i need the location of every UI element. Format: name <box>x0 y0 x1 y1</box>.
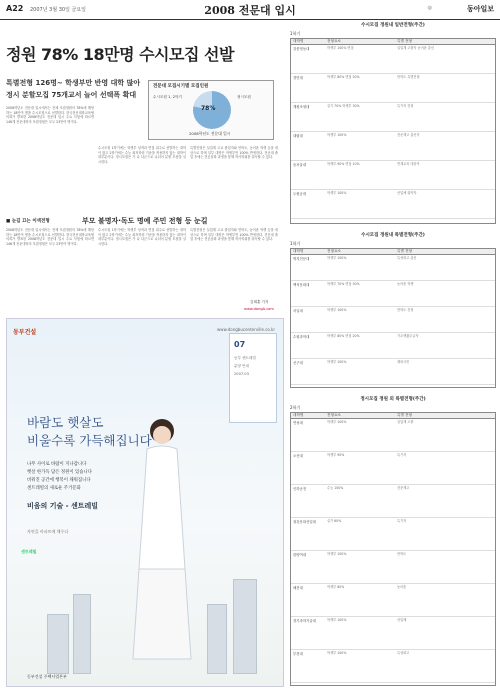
table-row <box>291 255 495 281</box>
selection-method: 실기 70% 학생부 30% <box>327 104 360 108</box>
website-link[interactable]: www.dongA.com <box>244 307 274 311</box>
special-admission: 산업체 위탁자 <box>397 191 417 195</box>
school-name: 오산대 <box>293 454 303 458</box>
table-2 <box>290 248 496 388</box>
school-name: 부천대 <box>293 652 303 656</box>
table-2-col-special: 특별 전형 <box>397 249 413 253</box>
special-admission: 연계교육 대상자 <box>397 162 420 166</box>
school-name: 인하공전 <box>293 487 307 491</box>
ad-tagline: 비움의 기술 - 센트레빌 <box>27 502 99 510</box>
ad-panel-line-2: 분양 안내 <box>234 364 250 368</box>
selection-method: 학생부 90% <box>327 453 345 457</box>
special-admission: 특기자 전형 <box>397 104 414 108</box>
building-icon <box>73 594 91 674</box>
table-2-group: 1학기 <box>290 241 301 246</box>
school-name: 대림대 <box>293 134 303 138</box>
ad-subtext: 자연을 아파트에 채우다 <box>27 529 69 534</box>
table-2-col-name: 대학명 <box>293 249 304 253</box>
secondary-headline: 부모 불명자·독도 명예 주민 전형 등 눈길 <box>82 217 208 225</box>
table-1 <box>290 38 496 224</box>
special-admission: 재외국민 <box>397 360 410 364</box>
special-admission: 전문계고 출신자 <box>397 133 420 137</box>
ad-brand-logo: 동부건설 <box>13 329 37 336</box>
building-icon <box>207 604 227 674</box>
school-name: 경기과학기술대 <box>293 619 316 623</box>
school-name: 연성대 <box>293 421 303 425</box>
table-row <box>291 485 495 518</box>
table-1-title: 수시모집 정원내 일반전형(주간) <box>361 23 425 28</box>
ad-slogan-line-1: 바람도 햇살도 <box>27 415 104 430</box>
selection-method: 학생부 100% <box>327 133 347 137</box>
article-body-column-2: 수시모집 1학기에는 학생부 성적과 면접 위주로 선발하는 대학이 많고 2학기에는 수능 최저학력 기준을 적용하지 않는 대학이 대부분이다. 정시모집은 가 나 다군으로 나뉘어 분할 모집을 실시한다. <box>98 146 186 164</box>
selection-method: 학생부 100% <box>327 420 347 424</box>
section-title: 2008 전문대 입시 <box>204 4 296 17</box>
selection-method: 수능 100% <box>327 486 344 490</box>
chart-legend-item-2: 정시모집 <box>237 95 251 99</box>
ad-panel-line-1: 동부 센트레빌 <box>234 356 256 360</box>
selection-method: 학생부 70% 면접 30% <box>327 282 360 286</box>
table-row <box>291 617 495 650</box>
special-admission: 농어촌 학생 <box>397 282 414 286</box>
selection-method: 학생부 100% <box>327 308 347 312</box>
special-admission: 특성화고 <box>397 651 410 655</box>
table-3-col-method: 전형요소 <box>327 413 341 417</box>
ad-bullet-3: 비워진 공간에 행복이 채워집니다 <box>27 478 91 483</box>
selection-method: 실기 60% <box>327 519 342 523</box>
table-1-col-method: 전형요소 <box>327 39 341 43</box>
table-2-col-method: 전형요소 <box>327 249 341 253</box>
table-row <box>291 103 495 132</box>
special-admission: 농어촌 <box>397 585 407 589</box>
special-admission: 특기자 <box>397 453 407 457</box>
ad-website: www.dongbucenterville.co.kr <box>217 327 275 332</box>
special-admission: 만학도 전형 <box>397 308 414 312</box>
school-name: 수원과학대 <box>293 335 310 339</box>
building-icon <box>47 614 69 674</box>
table-row <box>291 359 495 385</box>
selection-method: 학생부 100% <box>327 618 347 622</box>
article-body-column-1: 2008학년도 전문대 입시에서는 전체 모집정원의 78%에 해당하는 18만여 명을 수시모집으로 선발한다. 한국전문대학교육협의회가 발표한 2008학년도 전문대 입시 주요 사항에 따르면 146개 전문대학의 모집정원은 모두 23만여 명이다. <box>6 106 94 124</box>
building-icon <box>233 579 257 674</box>
ad-bullet-2: 햇살 한가득 담은 정원이 있습니다 <box>27 470 92 475</box>
ad-info-panel <box>229 333 277 423</box>
table-row <box>291 333 495 359</box>
table-1-col-special: 특별 전형 <box>397 39 413 43</box>
table-2-title: 수시모집 정원내 특별전형(주간) <box>361 233 425 238</box>
ad-panel-line-3: 2007.03 <box>234 372 249 376</box>
school-name: 서일대 <box>293 309 303 313</box>
selection-method: 학생부 80% <box>327 585 345 589</box>
special-admission: 만학도 특별전형 <box>397 75 420 79</box>
table-row <box>291 584 495 617</box>
selection-method: 학생부 100% <box>327 191 347 195</box>
table-row <box>291 190 495 219</box>
school-name: 신구대 <box>293 361 303 365</box>
ad-slogan-line-2: 비울수록 가득해집니다 <box>27 433 152 448</box>
ad-footer: 동부건설 주택사업본부 <box>27 674 67 679</box>
table-row <box>291 419 495 452</box>
newspaper-mark-icon: ◎ <box>427 5 432 11</box>
school-name: 백석문화대 <box>293 283 310 287</box>
selection-method: 학생부 100% <box>327 552 347 556</box>
chart-footer: 2008학년도 전문대 입시 <box>189 131 231 136</box>
special-admission: 기초생활수급자 <box>397 334 419 338</box>
ad-bullet-4: 센트레빌의 새로운 주거문화 <box>27 486 81 491</box>
table-row <box>291 281 495 307</box>
school-name: 한양여대 <box>293 553 307 557</box>
special-admission: 전문계고 <box>397 486 410 490</box>
school-name: 경민대 <box>293 76 303 80</box>
page-number: A22 <box>6 4 24 13</box>
school-name: 명지전문대 <box>293 257 310 261</box>
secondary-body-column-1: 2008학년도 전문대 입시에서는 전체 모집정원의 78%에 해당하는 18만여 명을 수시모집으로 선발한다. 한국전문대학교육협의회가 발표한 2008학년도 전문대 입시 주요 사항에 따르면 146개 전문대학의 모집정원은 모두 23만여 명이다. <box>6 228 94 246</box>
school-name: 동서울대 <box>293 163 307 167</box>
table-row <box>291 45 495 74</box>
article-subheadline-2: 정시 분할모집 75개교서 늘어 선택폭 확대 <box>6 91 137 99</box>
school-name: 강릉영동대 <box>293 47 310 51</box>
school-name: 두원공대 <box>293 192 307 196</box>
table-row <box>291 161 495 190</box>
selection-method: 학생부 80% 면접 20% <box>327 75 360 79</box>
chart-title: 전문대 모집시기별 모집인원 <box>153 84 209 89</box>
selection-method: 학생부 100% 면접 <box>327 46 354 50</box>
woman-figure-icon <box>127 409 197 669</box>
ad-mini-logo: 센트레빌 <box>21 549 37 554</box>
pie-chart <box>148 80 274 140</box>
selection-method: 학생부 100% <box>327 651 347 655</box>
special-admission: 특기자 <box>397 519 407 523</box>
pie-center-label: 78% <box>201 105 216 112</box>
table-row <box>291 307 495 333</box>
table-row <box>291 650 495 683</box>
ad-panel-number: 07 <box>234 340 246 349</box>
box-section-title: ■ 눈길 끄는 이색전형 <box>6 219 50 224</box>
table-row <box>291 452 495 485</box>
special-admission: 실업계 고졸 <box>397 420 414 424</box>
article-subheadline-1: 특별전형 126명~ 학생부만 반영 대학 많아 <box>6 79 141 87</box>
table-row <box>291 518 495 551</box>
table-3-title: 정시모집 정원 외 특별전형(주간) <box>360 397 426 402</box>
issue-date: 2007년 3월 30일 금요일 <box>30 7 87 13</box>
special-admission: 실업계 고졸자 농어촌 출신 <box>397 46 434 50</box>
article-headline: 정원 78% 18만명 수시모집 선발 <box>6 45 234 64</box>
school-name: 청강문화산업대 <box>293 520 316 524</box>
special-admission: 특성화고 출신 <box>397 256 417 260</box>
table-row <box>291 551 495 584</box>
table-3-col-special: 특별 전형 <box>397 413 413 417</box>
table-1-group: 1학기 <box>290 31 301 36</box>
selection-method: 학생부 90% 면접 10% <box>327 162 360 166</box>
advertisement[interactable] <box>6 318 284 687</box>
newspaper-brand: 동아일보 <box>466 5 494 13</box>
table-3 <box>290 412 496 686</box>
selection-method: 학생부 100% <box>327 360 347 364</box>
chart-legend-item-1: 수시모집 1, 2학기 <box>153 95 182 99</box>
table-1-col-name: 대학명 <box>293 39 304 43</box>
secondary-body-column-2: 수시모집 1학기에는 학생부 성적과 면접 위주로 선발하는 대학이 많고 2학기에는 수능 최저학력 기준을 적용하지 않는 대학이 대부분이다. 정시모집은 가 나 다군으로 나뉘어 분할 모집을 실시한다. <box>98 228 186 246</box>
school-name: 계원조형대 <box>293 105 310 109</box>
table-3-col-name: 대학명 <box>293 413 304 417</box>
page-header <box>0 0 500 20</box>
selection-method: 학생부 80% 면접 20% <box>327 334 360 338</box>
article-body-column-3: 특별전형은 실업계 고교 졸업자와 만학도, 농어촌 학생 등을 대상으로 하며 일부 대학은 학생부만 100% 반영한다. 전문대 졸업 후에는 전공심화 과정을 통해 학사학위를 취득할 수 있다. <box>190 146 278 160</box>
special-admission: 만학도 <box>397 552 407 556</box>
byline: 김태훈 기자 <box>250 300 269 304</box>
table-3-group: 2학기 <box>290 405 301 410</box>
selection-method: 학생부 100% <box>327 256 347 260</box>
table-row <box>291 132 495 161</box>
special-admission: 산업체 <box>397 618 407 622</box>
ad-bullet-1: 나무 사이로 바람이 지나갑니다 <box>27 462 87 467</box>
school-name: 혜전대 <box>293 586 303 590</box>
secondary-body-column-3: 특별전형은 실업계 고교 졸업자와 만학도, 농어촌 학생 등을 대상으로 하며 일부 대학은 학생부만 100% 반영한다. 전문대 졸업 후에는 전공심화 과정을 통해 학사학위를 취득할 수 있다. <box>190 228 278 242</box>
table-row <box>291 74 495 103</box>
